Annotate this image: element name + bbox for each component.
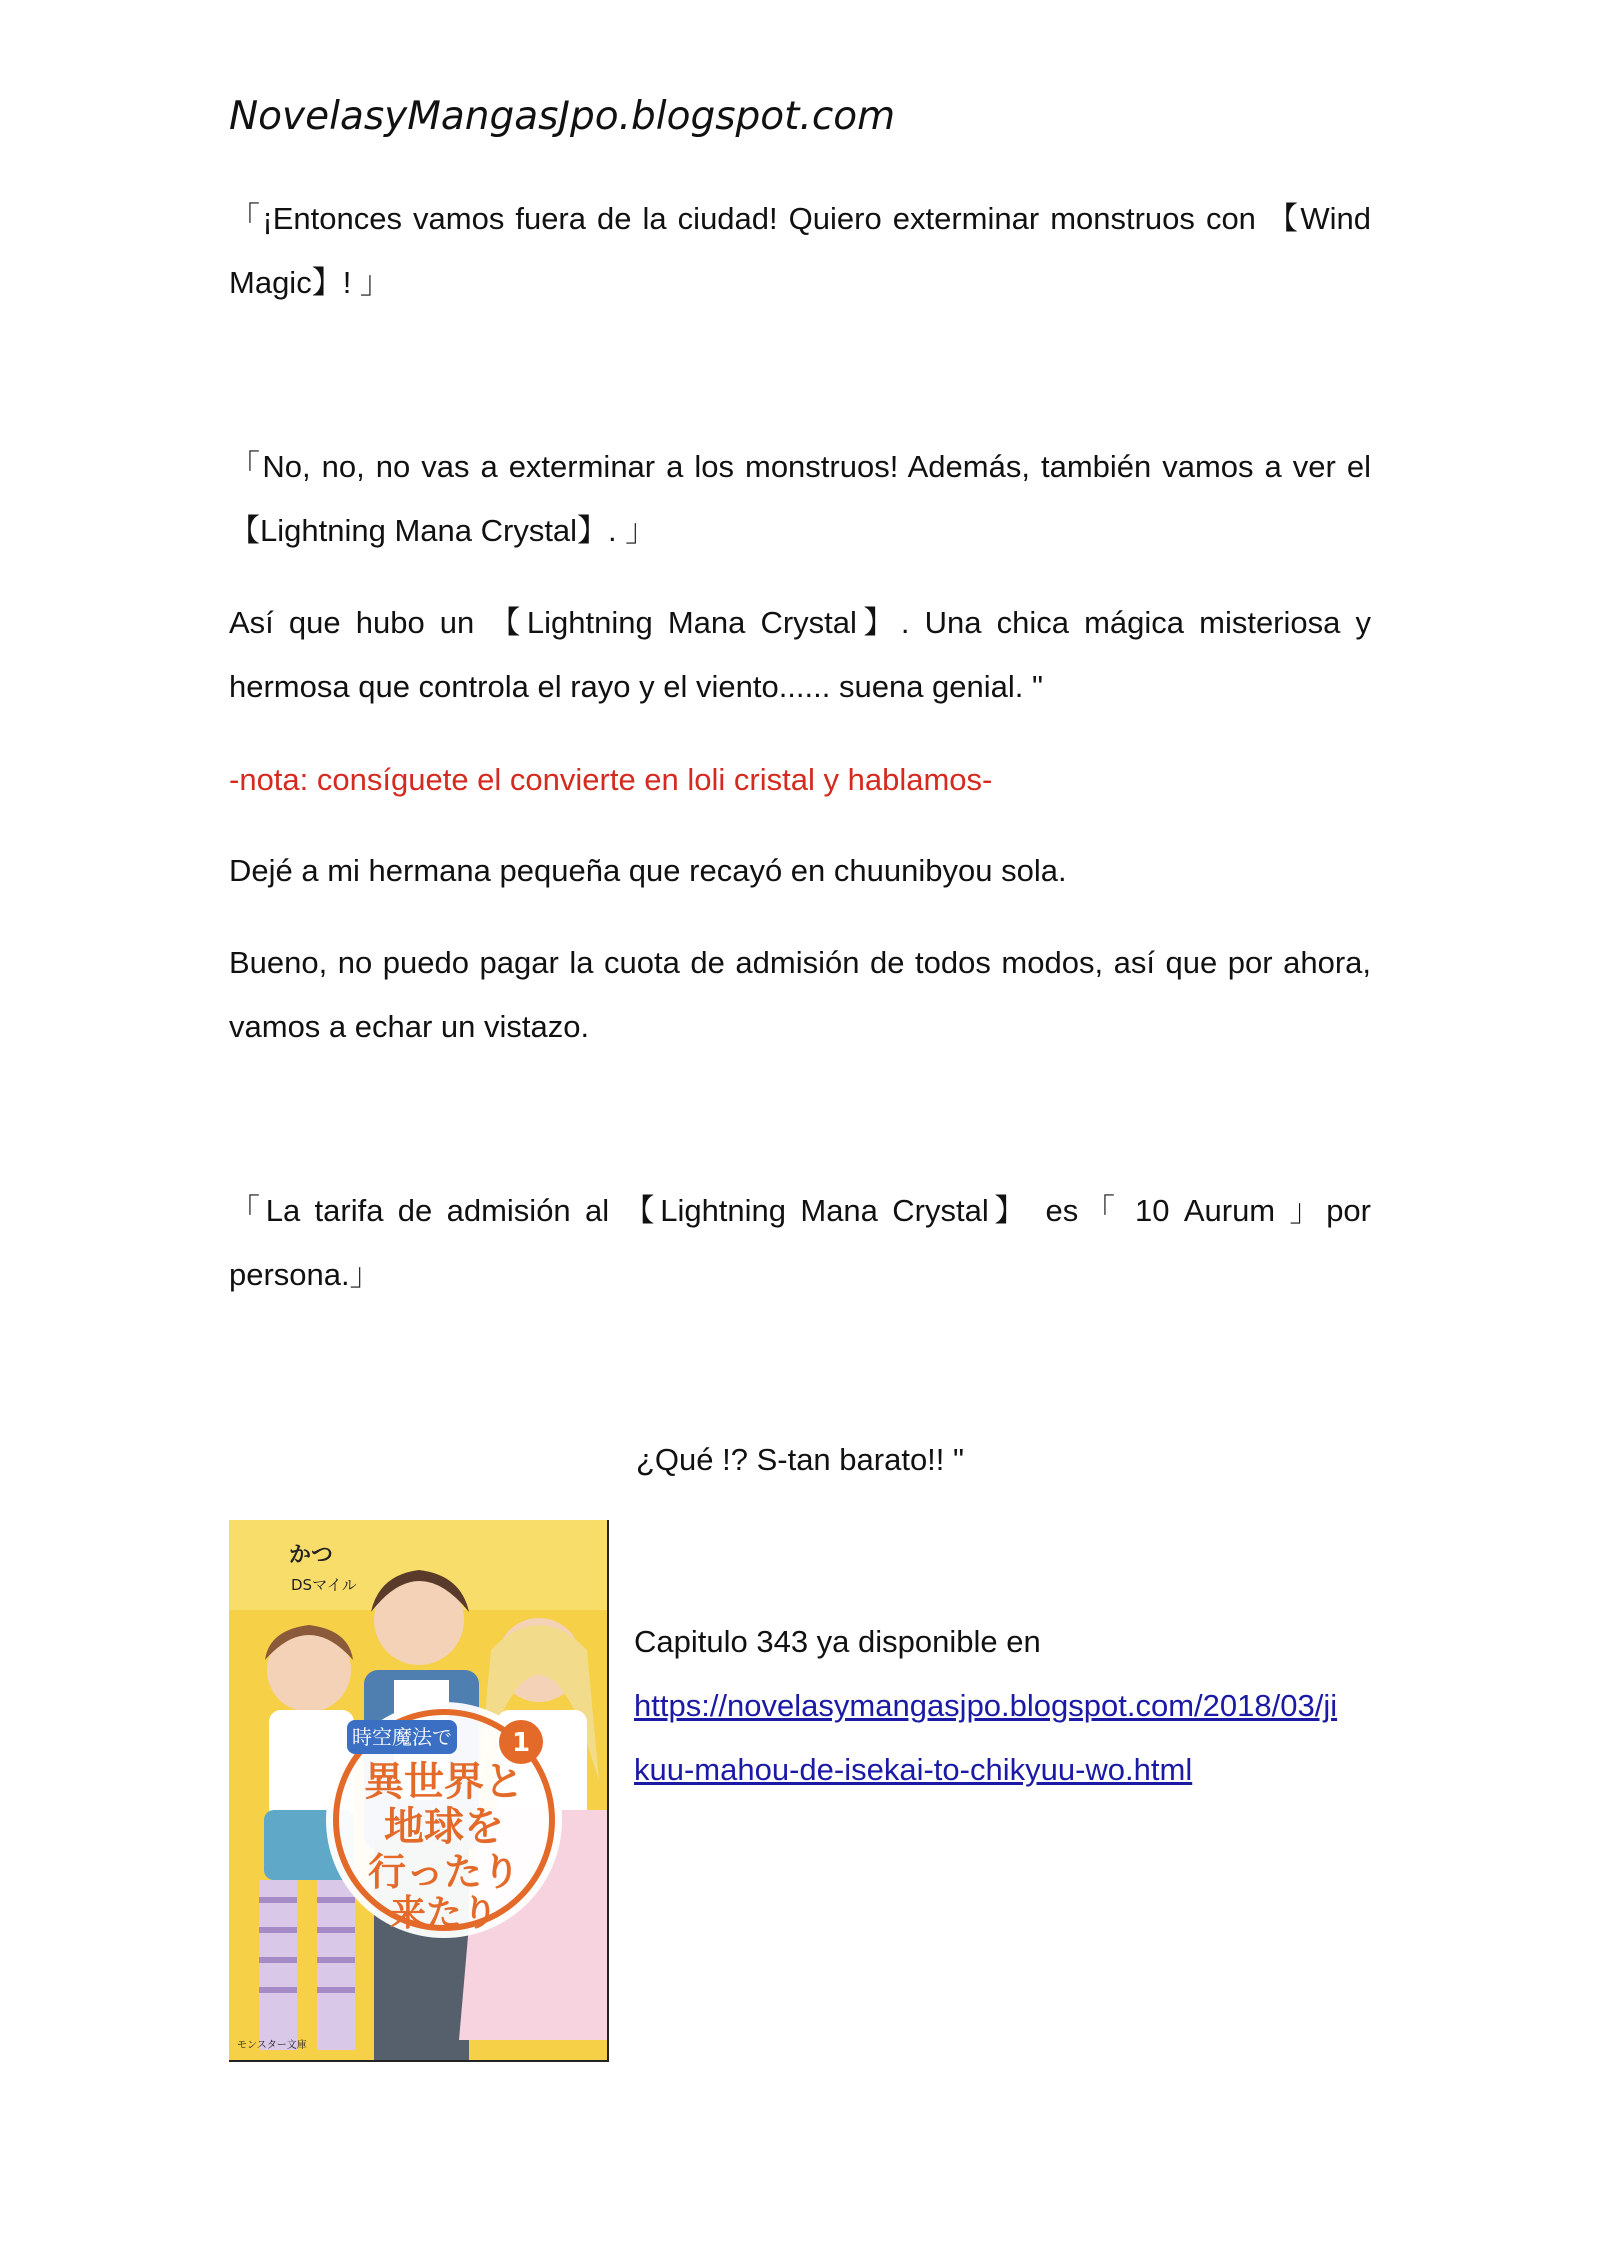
cover-publisher: モンスター文庫 <box>237 2040 307 2051</box>
paragraph-4: Dejé a mi hermana pequeña que recayó en chuunibyou sola. <box>229 853 1067 888</box>
chapter-link-line2[interactable]: kuu-mahou-de-isekai-to-chikyuu-wo.html <box>634 1752 1193 1787</box>
paragraph-1: 「¡Entonces vamos fuera de la ciudad! Quiero exterminar monstruos con 【Wind Magic】! 」 <box>229 201 1371 300</box>
paragraph-3: Así que hubo un 【Lightning Mana Crystal】. Una chica mágica misteriosa y hermosa que controla el rayo y el viento...... suena genial. " <box>229 605 1371 704</box>
book-cover-image <box>229 1520 609 2062</box>
paragraph-6: 「La tarifa de admisión al 【Lightning Mana Crystal】 es「 10 Aurum 」por persona.」 <box>229 1193 1371 1292</box>
cover-author: かつ <box>289 1543 334 1568</box>
paragraph-2: 「No, no, no vas a exterminar a los monstruos! Además, también vamos a ver el 【Lightning Mana Crystal】. 」 <box>229 449 1371 548</box>
paragraph-7: ¿Qué !? S-tan barato!! " <box>635 1442 965 1477</box>
cover-title-small: 時空魔法で <box>352 1725 452 1749</box>
promo-caption: Capitulo 343 ya disponible en <box>634 1624 1041 1659</box>
cover-title-line2: 地球を <box>384 1804 504 1850</box>
translator-note: -nota: consíguete el convierte en loli cristal y hablamos- <box>229 762 993 797</box>
cover-illustrator: DSマイル <box>291 1576 357 1594</box>
paragraph-5: Bueno, no puedo pagar la cuota de admisión de todos modos, así que por ahora, vamos a echar un vistazo. <box>229 945 1371 1044</box>
cover-title-line4: 来たり <box>389 1893 499 1934</box>
site-header: NovelasyMangasJpo.blogspot.com <box>229 94 896 139</box>
cover-volume: 1 <box>511 1728 531 1758</box>
cover-title-line1: 異世界と <box>364 1759 524 1805</box>
chapter-link-line1[interactable]: https://novelasymangasjpo.blogspot.com/2018/03/ji <box>634 1688 1338 1723</box>
cover-title-line3: 行ったり <box>367 1850 521 1894</box>
promo-block <box>634 1610 1337 1802</box>
